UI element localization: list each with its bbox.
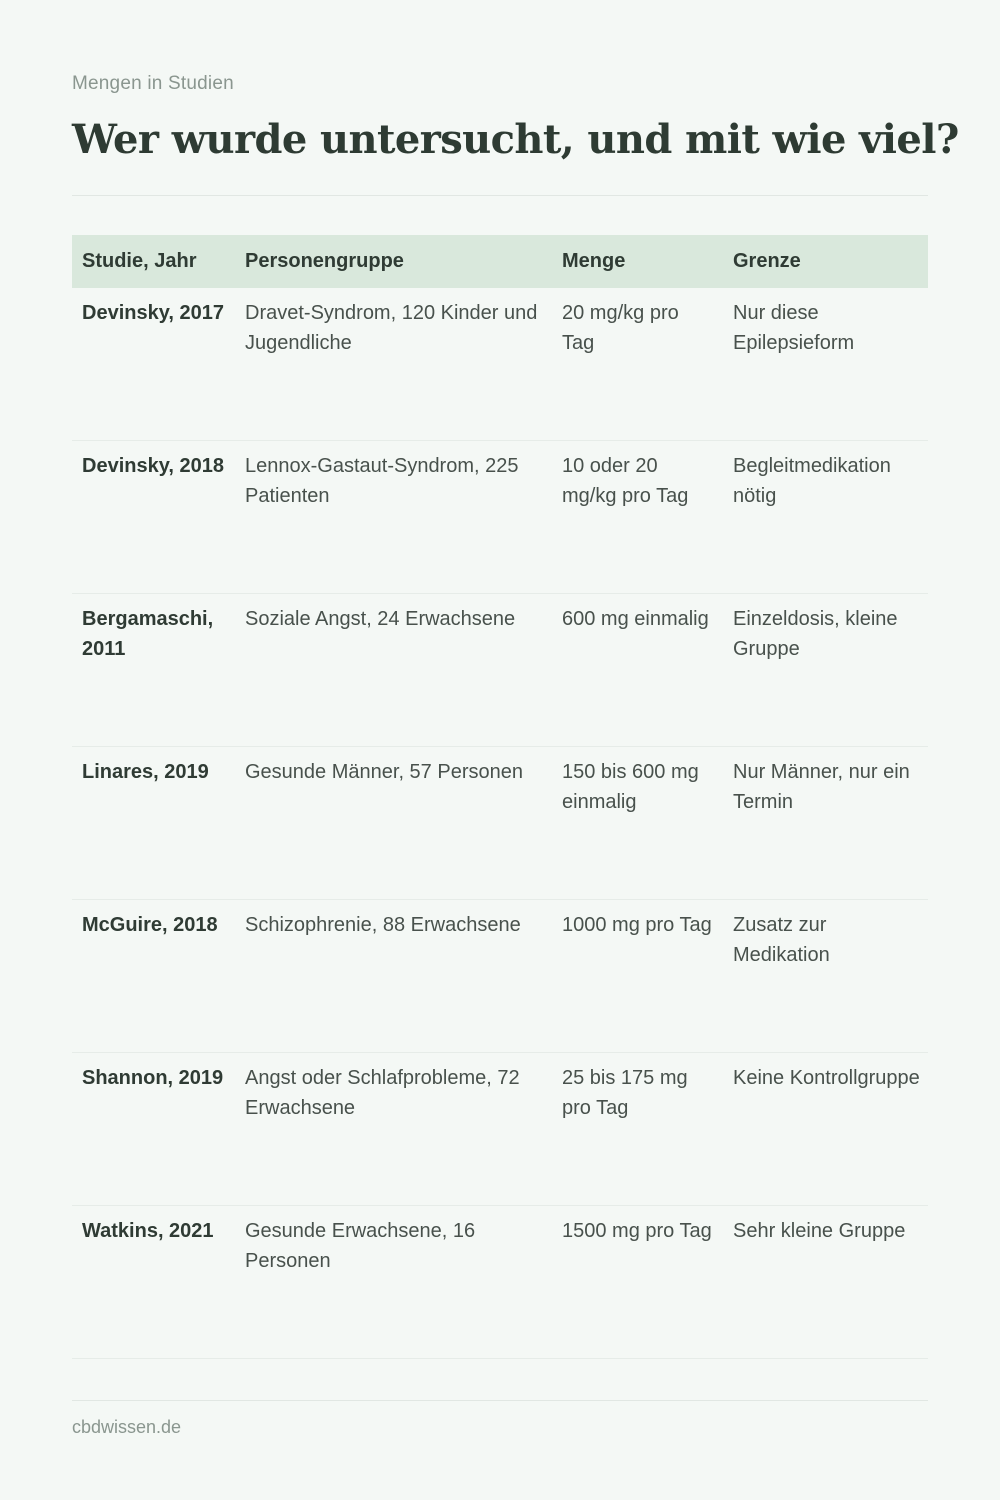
column-header-group: Personengruppe	[245, 250, 404, 272]
footer-source: cbdwissen.de	[72, 1417, 182, 1437]
column-header-amount: Menge	[562, 250, 626, 272]
table-row	[72, 1053, 928, 1206]
cell-limit: Begleitmedikation nötig	[733, 455, 891, 507]
cell-limit: Einzeldosis, kleine Gruppe	[733, 608, 898, 660]
cell-amount: 25 bis 175 mg pro Tag	[562, 1067, 688, 1119]
cell-study: Shannon, 2019	[82, 1067, 224, 1089]
cell-study: Linares, 2019	[82, 761, 209, 783]
cell-limit: Keine Kontrollgruppe	[733, 1067, 920, 1089]
studies-table	[72, 235, 928, 1359]
cell-group: Dravet-Syndrom, 120 Kinder und Jugendliche	[245, 302, 538, 354]
column-header-limit: Grenze	[733, 250, 801, 272]
table-row	[72, 900, 928, 1053]
divider	[72, 1400, 928, 1401]
cell-limit: Sehr kleine Gruppe	[733, 1220, 906, 1242]
cell-group: Soziale Angst, 24 Erwachsene	[245, 608, 516, 630]
cell-study: Devinsky, 2018	[82, 455, 224, 477]
cell-limit: Nur Männer, nur ein Termin	[733, 761, 910, 813]
cell-study: Devinsky, 2017	[82, 302, 224, 324]
cell-study: Watkins, 2021	[82, 1220, 214, 1242]
cell-study: McGuire, 2018	[82, 914, 218, 936]
cell-group: Schizophrenie, 88 Erwachsene	[245, 914, 521, 936]
cell-amount: 10 oder 20 mg/kg pro Tag	[562, 455, 689, 507]
divider	[72, 195, 928, 196]
cell-group: Lennox-Gastaut-Syndrom, 225 Patienten	[245, 455, 519, 507]
table-row	[72, 747, 928, 900]
cell-limit: Nur diese Epilepsieform	[733, 302, 855, 354]
cell-limit: Zusatz zur Medikation	[733, 914, 830, 966]
cell-group: Gesunde Männer, 57 Personen	[245, 761, 523, 783]
cell-amount: 20 mg/kg pro Tag	[562, 302, 679, 354]
table-row	[72, 1206, 928, 1359]
cell-amount: 1000 mg pro Tag	[562, 914, 712, 936]
cell-group: Angst oder Schlafprobleme, 72 Erwachsene	[245, 1067, 520, 1119]
cell-amount: 1500 mg pro Tag	[562, 1220, 712, 1242]
cell-group: Gesunde Erwachsene, 16 Personen	[245, 1220, 476, 1272]
table-row	[72, 288, 928, 441]
table-header-row	[72, 235, 928, 288]
eyebrow-label: Mengen in Studien	[72, 73, 234, 94]
table-row	[72, 594, 928, 747]
cell-study: Bergamaschi, 2011	[82, 608, 214, 660]
cell-amount: 150 bis 600 mg einmalig	[562, 761, 699, 813]
column-header-study: Studie, Jahr	[82, 250, 197, 272]
page-title: Wer wurde untersucht, und mit wie viel?	[72, 116, 959, 163]
table-row	[72, 441, 928, 594]
cell-amount: 600 mg einmalig	[562, 608, 709, 630]
